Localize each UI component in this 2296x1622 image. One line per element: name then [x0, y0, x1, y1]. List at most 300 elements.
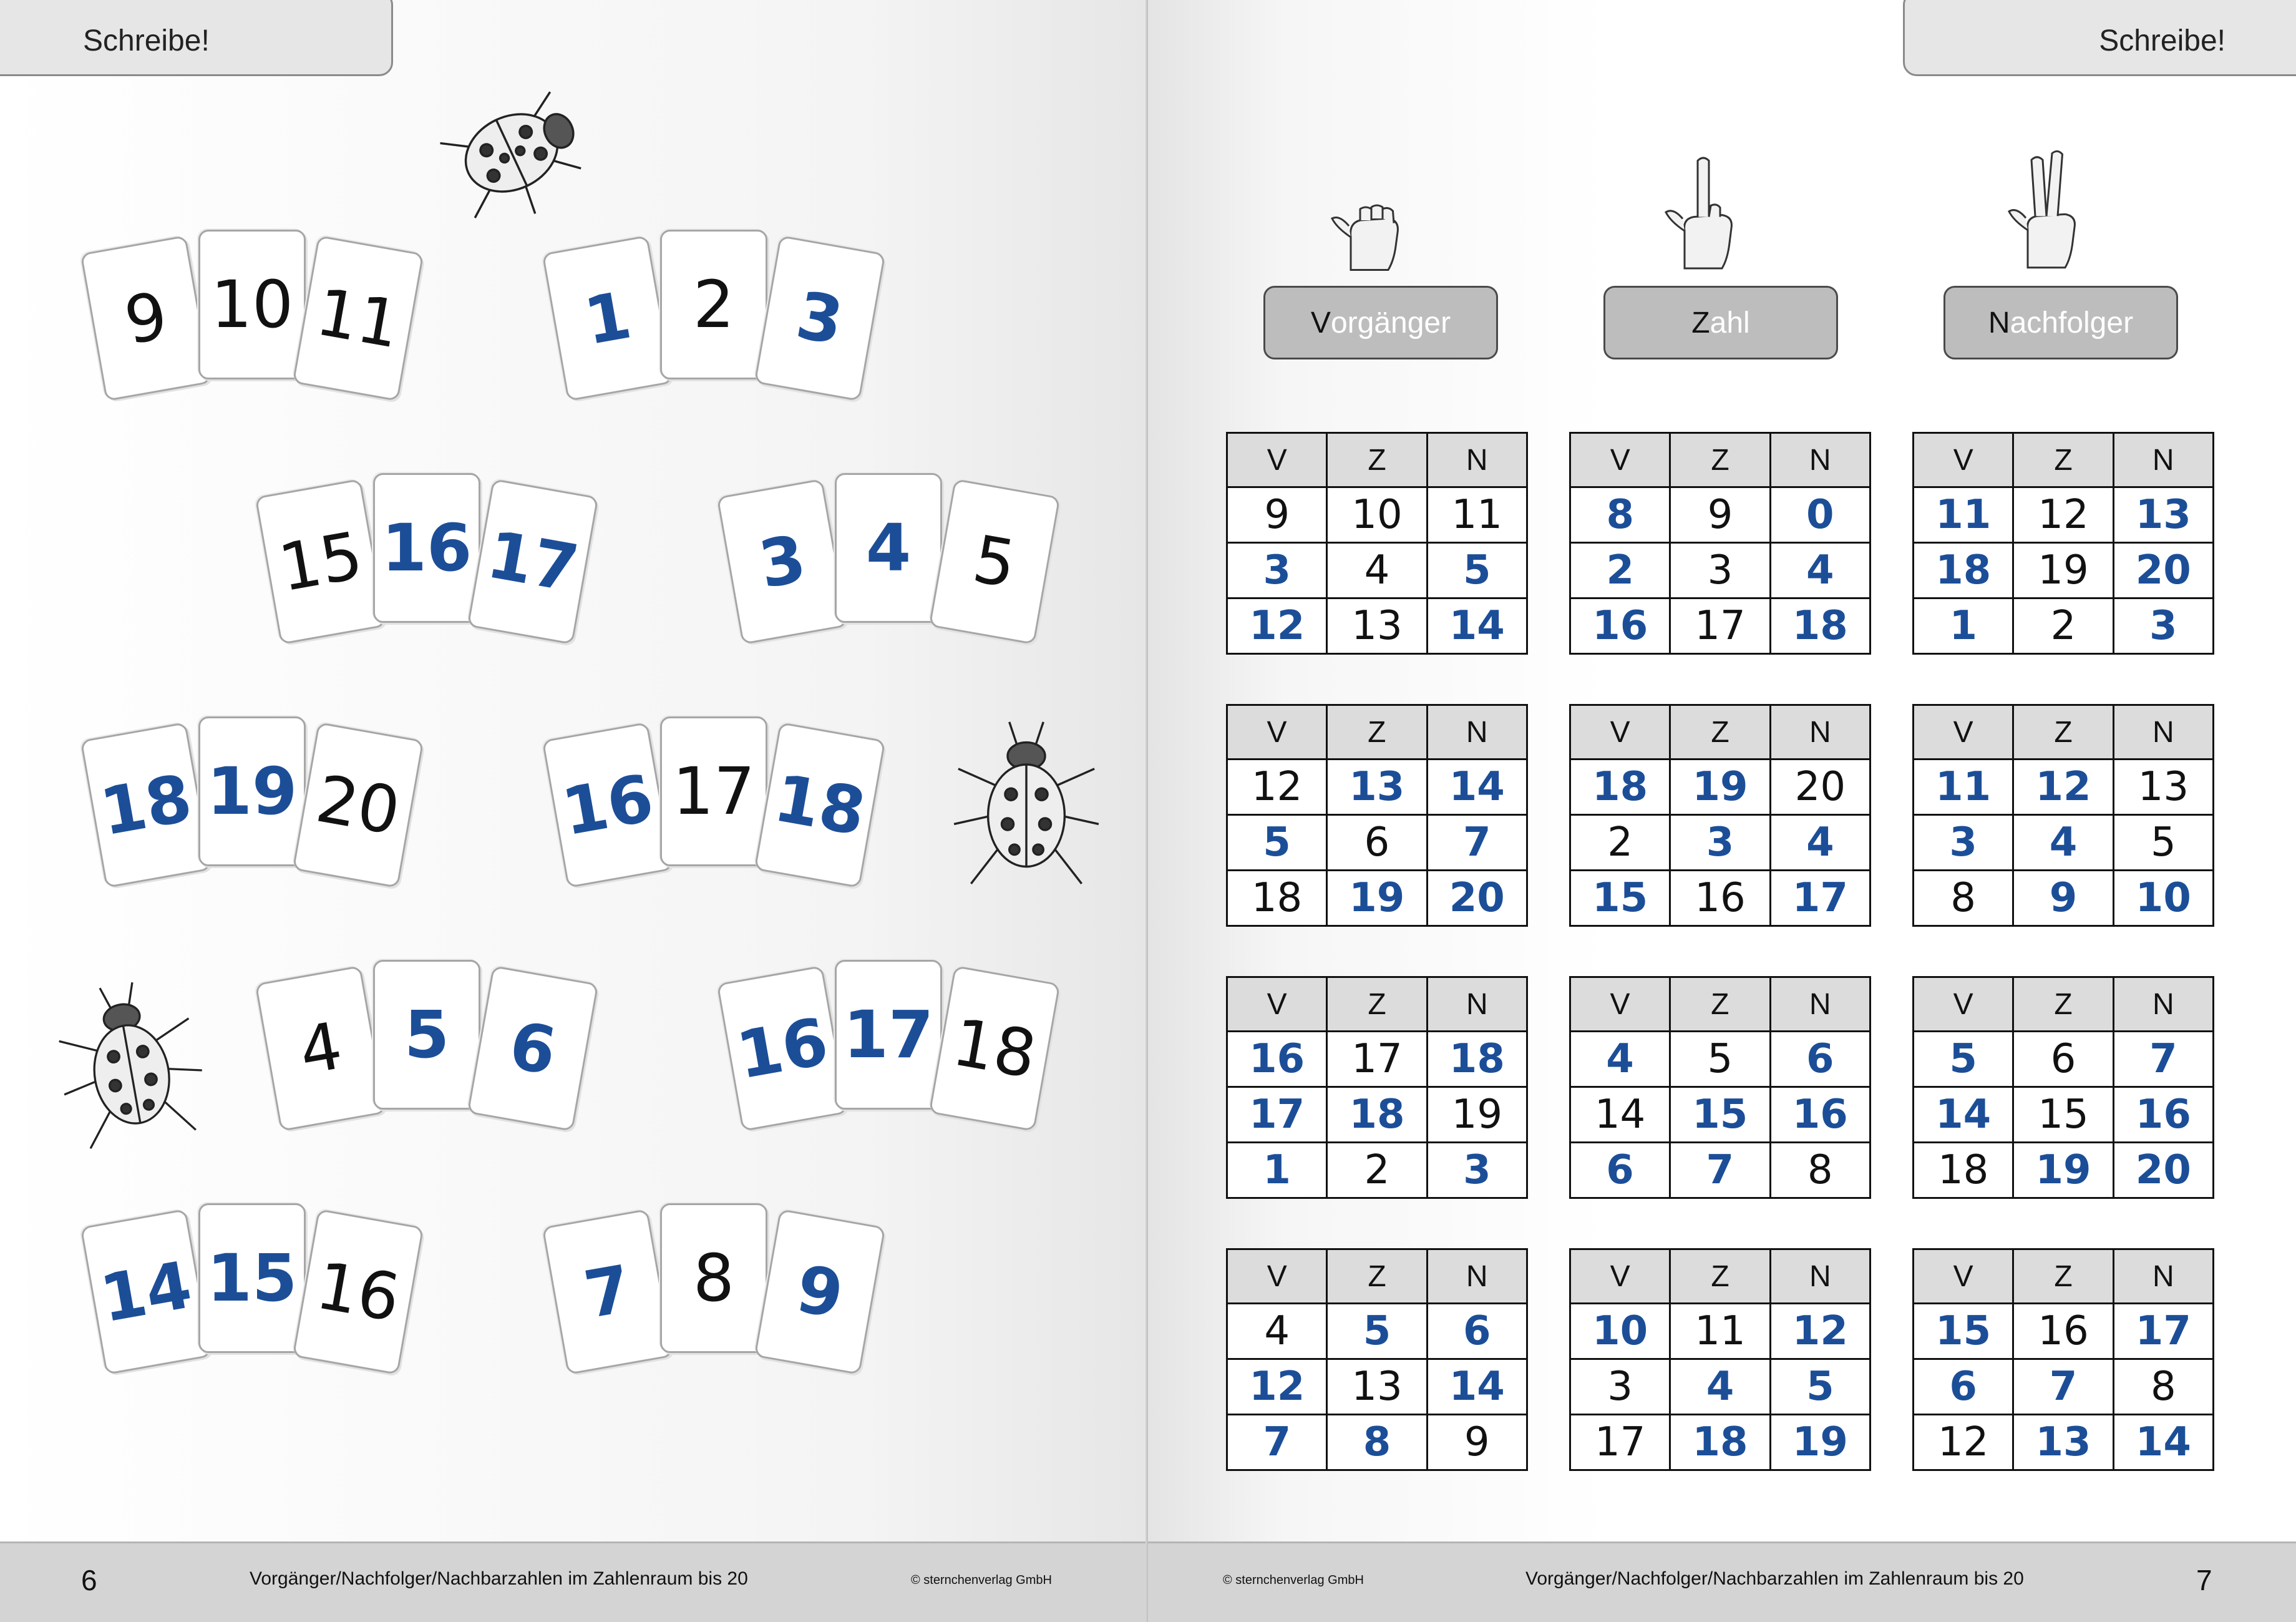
table-row: [1914, 1359, 2214, 1415]
table-cell: 17: [1327, 1032, 1427, 1087]
table-cell: 17: [1570, 1415, 1670, 1470]
table-row: [1570, 598, 1870, 654]
table-cell: 10: [1570, 1304, 1670, 1359]
table-cell: 5: [1427, 543, 1527, 598]
table-header-cell: Z: [2013, 433, 2113, 487]
table-cell: 1: [1227, 1143, 1327, 1198]
table-header-cell: N: [1770, 705, 1870, 760]
card-group: [256, 949, 605, 1136]
card-number: 16: [311, 1247, 406, 1337]
table-cell: 10: [2113, 871, 2213, 926]
table-cell: 17: [1670, 598, 1770, 654]
table-cell: 14: [1427, 598, 1527, 654]
card-number: 4: [293, 1007, 348, 1090]
number-card: [292, 722, 424, 888]
card-group: [718, 949, 1067, 1136]
table-cell: 14: [1570, 1087, 1670, 1143]
table-row: [1570, 1087, 1870, 1143]
page-number: 6: [81, 1564, 97, 1596]
table-header-row: [1227, 433, 1527, 487]
card-group: [543, 1192, 892, 1379]
number-card: [467, 479, 598, 645]
card-group: [256, 462, 605, 649]
table-cell: 6: [1570, 1143, 1670, 1198]
table-row: [1914, 1032, 2214, 1087]
card-number: 9: [790, 1250, 849, 1334]
vzn-table: [1569, 1248, 1871, 1471]
table-row: [1914, 1087, 2214, 1143]
table-header-cell: Z: [1327, 977, 1427, 1032]
table-header-cell: N: [1770, 977, 1870, 1032]
number-card: [292, 235, 424, 401]
table-cell: 3: [1227, 543, 1327, 598]
table-row: [1570, 760, 1870, 815]
vzn-table: [1569, 704, 1871, 927]
table-row: [1914, 543, 2214, 598]
table-header-cell: N: [2113, 977, 2213, 1032]
table-cell: 18: [1227, 871, 1327, 926]
page-footer: [1148, 1541, 2296, 1622]
table-header-cell: Z: [2013, 705, 2113, 760]
section-tab: [1903, 0, 2296, 76]
table-cell: 19: [1427, 1087, 1527, 1143]
table-cell: 7: [1227, 1415, 1327, 1470]
table-row: [1570, 487, 1870, 543]
copyright: © sternchenverlag GmbH: [911, 1573, 1052, 1587]
card-number: 1: [578, 276, 637, 360]
table-header-cell: N: [1427, 705, 1527, 760]
number-card: [80, 722, 212, 888]
label-initial: N: [1988, 306, 2010, 340]
hand-two-fingers-icon: [2000, 144, 2093, 275]
table-row: [1570, 1304, 1870, 1359]
table-row: [1914, 760, 2214, 815]
table-cell: 12: [1227, 598, 1327, 654]
table-cell: 20: [2113, 543, 2213, 598]
table-header-row: [1914, 977, 2214, 1032]
number-card: [80, 1209, 212, 1375]
table-cell: 5: [1770, 1359, 1870, 1415]
table-cell: 3: [1570, 1359, 1670, 1415]
table-cell: 18: [1914, 543, 2013, 598]
table-cell: 12: [1770, 1304, 1870, 1359]
table-header-cell: V: [1570, 433, 1670, 487]
table-header-cell: V: [1227, 705, 1327, 760]
vzn-table: [1226, 1248, 1528, 1471]
card-number: 6: [503, 1007, 562, 1090]
card-number: 16: [557, 760, 659, 851]
table-row: [1914, 1415, 2214, 1470]
table-row: [1227, 487, 1527, 543]
table-cell: 13: [1327, 1359, 1427, 1415]
label-rest: orgänger: [1330, 306, 1451, 340]
table-cell: 13: [2113, 487, 2213, 543]
number-card: [716, 965, 848, 1131]
table-row: [1227, 1032, 1527, 1087]
table-header-cell: Z: [1327, 705, 1427, 760]
table-cell: 10: [1327, 487, 1427, 543]
table-cell: 8: [2113, 1359, 2213, 1415]
label-initial: Z: [1691, 306, 1710, 340]
hand-one-finger-icon: [1656, 150, 1750, 275]
vzn-table: [1912, 432, 2214, 655]
table-header-cell: N: [1427, 433, 1527, 487]
table-cell: 3: [1670, 815, 1770, 871]
card-number: 5: [967, 520, 1022, 603]
section-tab-label: Schreibe!: [2099, 24, 2225, 57]
vzn-table: [1226, 432, 1528, 655]
table-cell: 5: [2113, 815, 2213, 871]
table-cell: 3: [1670, 543, 1770, 598]
label-rest: ahl: [1710, 306, 1750, 340]
table-cell: 5: [1327, 1304, 1427, 1359]
table-cell: 6: [1427, 1304, 1527, 1359]
table-header-cell: Z: [2013, 977, 2113, 1032]
table-cell: 16: [1770, 1087, 1870, 1143]
number-card: [467, 965, 598, 1131]
number-card: [835, 473, 942, 623]
card-number: 20: [311, 760, 406, 850]
table-row: [1570, 871, 1870, 926]
table-cell: 14: [1427, 760, 1527, 815]
table-row: [1227, 1415, 1527, 1470]
card-number: 17: [482, 516, 584, 607]
number-card: [198, 230, 306, 379]
table-header-row: [1570, 977, 1870, 1032]
card-number: 16: [731, 1003, 834, 1094]
table-cell: 12: [2013, 487, 2113, 543]
card-number: 4: [865, 510, 912, 586]
label-initial: V: [1310, 306, 1331, 340]
card-group: [543, 705, 892, 892]
table-cell: 8: [1327, 1415, 1427, 1470]
table-header-cell: Z: [1670, 977, 1770, 1032]
table-cell: 11: [1670, 1304, 1770, 1359]
table-row: [1227, 815, 1527, 871]
table-header-cell: N: [2113, 433, 2213, 487]
table-cell: 16: [2113, 1087, 2213, 1143]
card-group: [81, 1192, 430, 1379]
table-cell: 19: [1670, 760, 1770, 815]
table-cell: 0: [1770, 487, 1870, 543]
table-header-cell: Z: [1327, 1249, 1427, 1304]
number-card: [928, 965, 1060, 1131]
table-header-cell: N: [1770, 1249, 1870, 1304]
card-number: 18: [769, 760, 871, 851]
table-cell: 12: [2013, 760, 2113, 815]
page-footer: [0, 1541, 1148, 1622]
table-header-row: [1227, 977, 1527, 1032]
table-cell: 18: [1427, 1032, 1527, 1087]
number-card: [754, 722, 885, 888]
ladybug-icon: [948, 718, 1104, 905]
table-cell: 12: [1227, 1359, 1327, 1415]
table-cell: 8: [1570, 487, 1670, 543]
table-header-cell: Z: [1670, 433, 1770, 487]
table-header-cell: N: [1770, 433, 1870, 487]
card-number: 9: [119, 277, 173, 359]
table-header-cell: V: [1914, 433, 2013, 487]
card-number: 18: [95, 760, 197, 851]
table-cell: 4: [1327, 543, 1427, 598]
table-cell: 20: [1427, 871, 1527, 926]
table-cell: 12: [1227, 760, 1327, 815]
card-number: 17: [672, 753, 756, 829]
table-cell: 6: [1914, 1359, 2013, 1415]
number-card: [255, 965, 386, 1131]
card-number: 15: [273, 517, 368, 607]
table-cell: 4: [1227, 1304, 1327, 1359]
vzn-table: [1226, 976, 1528, 1199]
table-cell: 17: [1770, 871, 1870, 926]
number-card: [255, 479, 386, 645]
right-page: [1148, 0, 2296, 1622]
number-card: [716, 479, 848, 645]
table-cell: 19: [2013, 543, 2113, 598]
table-cell: 4: [1670, 1359, 1770, 1415]
table-cell: 13: [2113, 760, 2213, 815]
table-row: [1227, 760, 1527, 815]
table-row: [1570, 1359, 1870, 1415]
number-card: [542, 1209, 673, 1375]
table-cell: 13: [1327, 760, 1427, 815]
table-cell: 7: [2013, 1359, 2113, 1415]
table-cell: 18: [1327, 1087, 1427, 1143]
table-cell: 11: [1914, 760, 2013, 815]
table-cell: 17: [1227, 1087, 1327, 1143]
table-cell: 20: [1770, 760, 1870, 815]
number-card: [80, 235, 212, 401]
table-cell: 18: [1570, 760, 1670, 815]
table-cell: 18: [1670, 1415, 1770, 1470]
table-row: [1914, 1304, 2214, 1359]
number-card: [198, 716, 306, 866]
table-header-cell: V: [1227, 433, 1327, 487]
table-cell: 19: [1770, 1415, 1870, 1470]
table-header-row: [1914, 1249, 2214, 1304]
table-row: [1570, 1415, 1870, 1470]
table-row: [1570, 815, 1870, 871]
table-header-cell: Z: [1327, 433, 1427, 487]
table-cell: 9: [1670, 487, 1770, 543]
table-cell: 18: [1914, 1143, 2013, 1198]
table-cell: 5: [1227, 815, 1327, 871]
card-group: [81, 705, 430, 892]
table-cell: 14: [2113, 1415, 2213, 1470]
table-cell: 18: [1770, 598, 1870, 654]
section-tab: [0, 0, 393, 76]
number-card: [542, 235, 673, 401]
table-header-row: [1570, 1249, 1870, 1304]
table-cell: 4: [1570, 1032, 1670, 1087]
vzn-table: [1569, 976, 1871, 1199]
number-card: [373, 960, 480, 1110]
card-number: 8: [693, 1240, 735, 1316]
table-cell: 9: [1427, 1415, 1527, 1470]
table-row: [1227, 1143, 1527, 1198]
table-row: [1227, 1087, 1527, 1143]
table-cell: 13: [2013, 1415, 2113, 1470]
table-row: [1914, 1143, 2214, 1198]
vzn-table: [1226, 704, 1528, 927]
label-rest: achfolger: [2010, 306, 2134, 340]
table-row: [1570, 1143, 1870, 1198]
table-cell: 15: [1570, 871, 1670, 926]
table-cell: 15: [1914, 1304, 2013, 1359]
table-cell: 8: [1914, 871, 2013, 926]
card-number: 3: [790, 276, 849, 360]
table-header-row: [1914, 433, 2214, 487]
table-cell: 16: [1670, 871, 1770, 926]
card-number: 11: [311, 273, 406, 363]
number-card: [198, 1203, 306, 1353]
table-cell: 6: [2013, 1032, 2113, 1087]
number-card: [754, 1209, 885, 1375]
card-number: 2: [693, 266, 735, 343]
table-cell: 19: [2013, 1143, 2113, 1198]
table-cell: 3: [1427, 1143, 1527, 1198]
table-header-row: [1570, 433, 1870, 487]
table-cell: 16: [2013, 1304, 2113, 1359]
table-header-cell: V: [1227, 1249, 1327, 1304]
card-number: 18: [947, 1004, 1042, 1093]
table-cell: 12: [1914, 1415, 2013, 1470]
table-cell: 17: [2113, 1304, 2213, 1359]
table-cell: 4: [2013, 815, 2113, 871]
table-cell: 19: [1327, 871, 1427, 926]
table-cell: 11: [1914, 487, 2013, 543]
table-cell: 11: [1427, 487, 1527, 543]
table-cell: 7: [1427, 815, 1527, 871]
table-header-row: [1227, 1249, 1527, 1304]
vzn-table: [1912, 976, 2214, 1199]
table-cell: 6: [1327, 815, 1427, 871]
card-number: 19: [207, 753, 298, 829]
table-row: [1914, 487, 2214, 543]
hand-fist-icon: [1323, 181, 1416, 275]
card-group: [543, 218, 892, 406]
card-number: 17: [843, 997, 934, 1073]
table-cell: 20: [2113, 1143, 2213, 1198]
table-header-cell: Z: [2013, 1249, 2113, 1304]
table-row: [1914, 598, 2214, 654]
number-card: [835, 960, 942, 1110]
table-row: [1227, 598, 1527, 654]
table-row: [1227, 1359, 1527, 1415]
table-cell: 16: [1227, 1032, 1327, 1087]
number-card: [542, 722, 673, 888]
card-number: 10: [210, 266, 294, 343]
table-header-cell: V: [1227, 977, 1327, 1032]
card-number: 5: [404, 997, 450, 1073]
table-header-row: [1227, 705, 1527, 760]
table-cell: 2: [1570, 543, 1670, 598]
number-card: [660, 230, 767, 379]
table-header-row: [1914, 705, 2214, 760]
table-cell: 2: [1570, 815, 1670, 871]
table-header-cell: Z: [1670, 1249, 1770, 1304]
table-cell: 13: [1327, 598, 1427, 654]
card-number: 15: [207, 1240, 298, 1316]
table-cell: 7: [1670, 1143, 1770, 1198]
table-row: [1914, 815, 2214, 871]
card-number: 7: [578, 1250, 637, 1334]
table-cell: 5: [1914, 1032, 2013, 1087]
table-cell: 16: [1570, 598, 1670, 654]
number-card: [292, 1209, 424, 1375]
card-number: 14: [95, 1246, 197, 1337]
card-group: [81, 218, 430, 406]
table-row: [1227, 871, 1527, 926]
page-number: 7: [2196, 1564, 2212, 1596]
table-cell: 2: [2013, 598, 2113, 654]
footer-title: Vorgänger/Nachfolger/Nachbarzahlen im Zahlenraum bis 20: [250, 1568, 748, 1589]
card-number: 16: [381, 510, 472, 586]
column-label: [1263, 286, 1498, 359]
table-header-cell: V: [1570, 1249, 1670, 1304]
column-label: [1943, 286, 2178, 359]
table-cell: 9: [2013, 871, 2113, 926]
number-card: [660, 1203, 767, 1353]
table-header-cell: V: [1914, 1249, 2013, 1304]
card-number: 3: [753, 520, 812, 603]
number-card: [928, 479, 1060, 645]
table-cell: 5: [1670, 1032, 1770, 1087]
table-cell: 1: [1914, 598, 2013, 654]
table-header-cell: N: [1427, 1249, 1527, 1304]
number-card: [660, 716, 767, 866]
ladybug-icon: [56, 980, 206, 1161]
table-cell: 6: [1770, 1032, 1870, 1087]
table-cell: 4: [1770, 543, 1870, 598]
vzn-table: [1912, 1248, 2214, 1471]
card-group: [718, 462, 1067, 649]
copyright: © sternchenverlag GmbH: [1223, 1573, 1364, 1587]
table-cell: 7: [2113, 1032, 2213, 1087]
table-row: [1570, 543, 1870, 598]
table-cell: 4: [1770, 815, 1870, 871]
table-cell: 9: [1227, 487, 1327, 543]
vzn-table: [1912, 704, 2214, 927]
table-cell: 2: [1327, 1143, 1427, 1198]
table-cell: 15: [2013, 1087, 2113, 1143]
table-header-cell: V: [1914, 705, 2013, 760]
table-header-row: [1570, 705, 1870, 760]
table-row: [1227, 543, 1527, 598]
table-row: [1227, 1304, 1527, 1359]
table-header-cell: V: [1570, 977, 1670, 1032]
vzn-table: [1569, 432, 1871, 655]
table-cell: 8: [1770, 1143, 1870, 1198]
table-header-cell: N: [2113, 705, 2213, 760]
table-header-cell: N: [1427, 977, 1527, 1032]
ladybug-icon: [424, 75, 599, 231]
table-header-cell: Z: [1670, 705, 1770, 760]
section-tab-label: Schreibe!: [83, 24, 210, 57]
column-label: [1603, 286, 1838, 359]
table-header-cell: V: [1570, 705, 1670, 760]
table-cell: 3: [2113, 598, 2213, 654]
table-cell: 14: [1427, 1359, 1527, 1415]
table-row: [1570, 1032, 1870, 1087]
table-cell: 14: [1914, 1087, 2013, 1143]
table-row: [1914, 871, 2214, 926]
number-card: [373, 473, 480, 623]
table-header-cell: N: [2113, 1249, 2213, 1304]
table-cell: 3: [1914, 815, 2013, 871]
table-header-cell: V: [1914, 977, 2013, 1032]
number-card: [754, 235, 885, 401]
